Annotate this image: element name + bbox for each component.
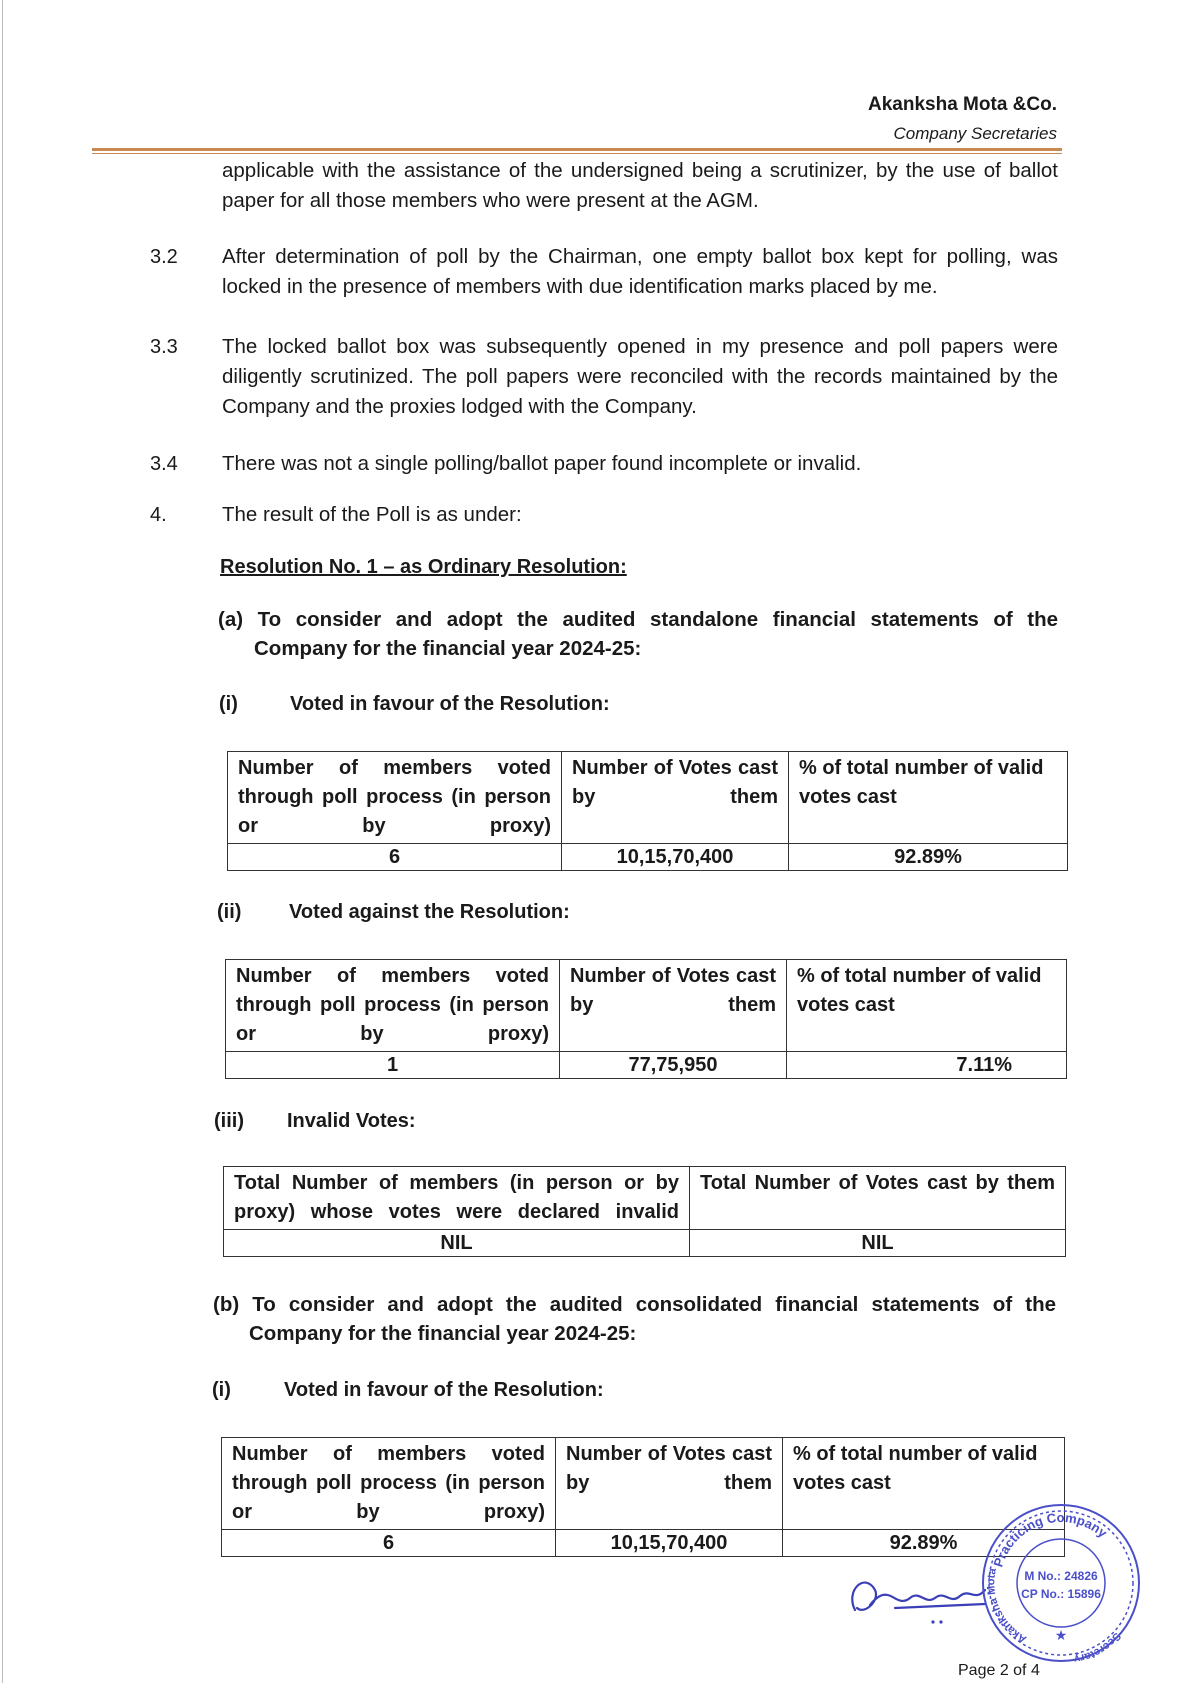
page-edge-line [2, 0, 3, 1683]
seal-side-text: Akanksha Mota [985, 1567, 1029, 1646]
table-header: % of total number of valid votes cast [783, 1438, 1065, 1530]
sub-title: Voted against the Resolution: [289, 901, 570, 923]
sub-number: (iii) [214, 1110, 244, 1132]
votes-favour-table-a [227, 751, 1068, 871]
sub-title: Voted in favour of the Resolution: [290, 693, 610, 715]
table-cell: 6 [228, 844, 562, 871]
table-cell: 1 [226, 1052, 560, 1079]
firm-subtitle: Company Secretaries [893, 124, 1057, 143]
item-label: (a) [218, 608, 244, 631]
seal-top-text: Practicing Company [990, 1510, 1111, 1569]
table-header: Number of Votes cast by them [560, 960, 787, 1052]
votes-against-table-a [225, 959, 1067, 1079]
table-header: Number of Votes cast by them [556, 1438, 783, 1530]
item-b-heading [213, 1290, 1056, 1348]
table-header: % of total number of valid votes cast [789, 752, 1068, 844]
sub-title: Invalid Votes: [287, 1110, 416, 1132]
paragraph-number: 3.3 [150, 336, 178, 358]
table-cell: NIL [224, 1230, 690, 1257]
table-header: Number of members voted through poll process (in person or by proxy) [228, 752, 562, 844]
svg-text:Practicing Company [990, 1510, 1110, 1569]
item-label: (b) [213, 1293, 240, 1316]
table-cell: 10,15,70,400 [562, 844, 789, 871]
paragraph-number: 4. [150, 504, 167, 526]
paragraph-3-3: The locked ballot box was subsequently opened in my presence and poll papers were diligently scrutinized. The poll papers were reconciled with the records maintained by the Company and the proxies lodged with the Company. [222, 335, 1058, 418]
table-header: Number of members voted through poll process (in person or by proxy) [222, 1438, 556, 1530]
svg-text:Akanksha Mota [985, 1566, 1028, 1645]
table-cell: 92.89% [789, 844, 1068, 871]
paragraph-number: 3.4 [150, 453, 178, 475]
table-cell: 7.11% [787, 1052, 1067, 1079]
sub-number: (i) [219, 693, 238, 715]
sub-number: (i) [212, 1379, 231, 1401]
seal-cp-no: CP No.: 15896 [1021, 1587, 1101, 1601]
paragraph-3-4: There was not a single polling/ballot paper found incomplete or invalid. [222, 452, 862, 475]
item-title: To consider and adopt the audited consolidated financial statements of the Company for the financial year 2024-25: [249, 1293, 1056, 1345]
paragraph-continued: applicable with the assistance of the undersigned being a scrutinizer, by the use of ballot paper for all those members who were present at the AGM. [222, 159, 1058, 212]
sub-number: (ii) [217, 901, 242, 923]
table-cell: 6 [222, 1530, 556, 1557]
votes-favour-table-b [221, 1437, 1065, 1557]
paragraph-3-2: After determination of poll by the Chairman, one empty ballot box kept for polling, was locked in the presence of members with due identification marks placed by me. [222, 245, 1058, 298]
page-number: Page 2 of 4 [958, 1662, 1040, 1679]
table-header: Number of members voted through poll process (in person or by proxy) [226, 960, 560, 1052]
seal-star-icon: ★ [1054, 1627, 1068, 1643]
svg-text:Secretary [1072, 1630, 1123, 1665]
table-cell: NIL [690, 1230, 1066, 1257]
company-seal [978, 1500, 1144, 1666]
table-cell: 92.89% [783, 1530, 1065, 1557]
firm-name: Akanksha Mota &Co. [868, 94, 1057, 115]
table-cell: 10,15,70,400 [556, 1530, 783, 1557]
item-title: To consider and adopt the audited standalone financial statements of the Company for the financial year 2024-25: [254, 608, 1059, 660]
item-a-heading [218, 605, 1058, 663]
paragraph-4: The result of the Poll is as under: [222, 503, 522, 526]
seal-bottom-text: Secretary [1073, 1629, 1124, 1665]
table-cell: 77,75,950 [560, 1052, 787, 1079]
header-rule-thin [92, 153, 1062, 154]
resolution-title: Resolution No. 1 – as Ordinary Resolution: [220, 556, 627, 578]
paragraph-number: 3.2 [150, 246, 178, 268]
sub-title: Voted in favour of the Resolution: [284, 1379, 604, 1401]
table-header: Total Number of Votes cast by them [690, 1167, 1066, 1230]
header-rule [92, 148, 1062, 151]
invalid-votes-table-a [223, 1166, 1066, 1257]
table-header: % of total number of valid votes cast [787, 960, 1067, 1052]
table-header: Number of Votes cast by them [562, 752, 789, 844]
seal-membership-no: M No.: 24826 [1024, 1569, 1098, 1583]
table-header: Total Number of members (in person or by proxy) whose votes were declared invalid [224, 1167, 690, 1230]
